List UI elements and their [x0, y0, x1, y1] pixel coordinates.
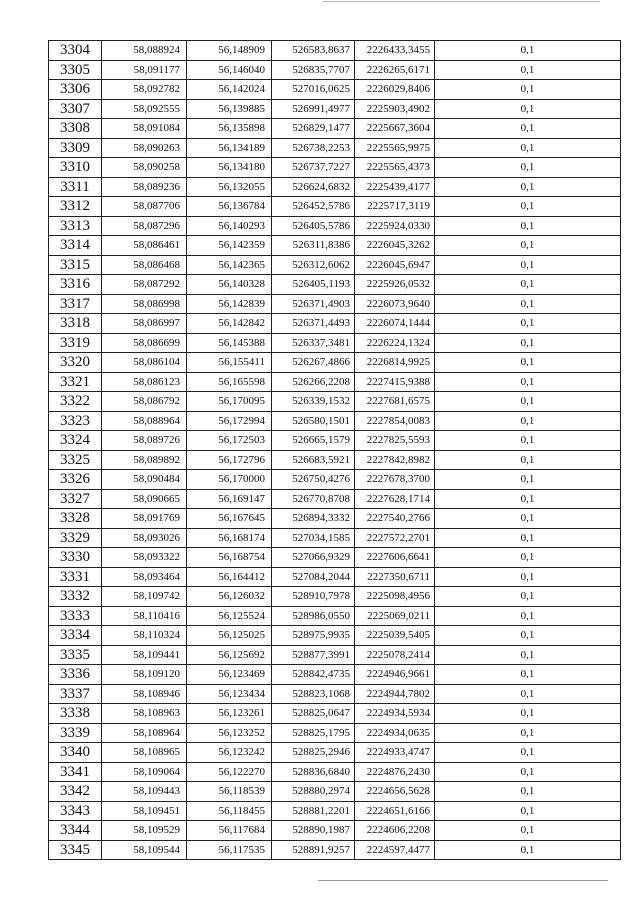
coord-y-cell: 2224651,6166	[355, 801, 435, 821]
latitude-cell: 58,109451	[102, 801, 187, 821]
coord-x-cell: 527084,2044	[272, 567, 355, 587]
coord-x-cell: 526266,2208	[272, 372, 355, 392]
point-number-cell: 3341	[49, 762, 102, 782]
accuracy-cell: 0,1	[435, 528, 621, 548]
coord-y-cell: 2226814,9925	[355, 353, 435, 373]
point-number-cell: 3310	[49, 158, 102, 178]
coord-y-cell: 2225565,9975	[355, 138, 435, 158]
table-row	[49, 236, 621, 256]
coord-x-cell: 526371,4493	[272, 314, 355, 334]
coord-y-cell: 2226045,6947	[355, 255, 435, 275]
accuracy-cell: 0,1	[435, 216, 621, 236]
point-number-cell: 3339	[49, 723, 102, 743]
coord-y-cell: 2225667,3604	[355, 119, 435, 139]
latitude-cell: 58,086123	[102, 372, 187, 392]
coord-y-cell: 2225078,2414	[355, 645, 435, 665]
longitude-cell: 56,123261	[187, 704, 272, 724]
coord-x-cell: 528910,7978	[272, 587, 355, 607]
coord-y-cell: 2227842,8982	[355, 450, 435, 470]
longitude-cell: 56,142842	[187, 314, 272, 334]
table-row	[49, 333, 621, 353]
accuracy-cell: 0,1	[435, 762, 621, 782]
accuracy-cell: 0,1	[435, 704, 621, 724]
latitude-cell: 58,088924	[102, 41, 187, 61]
longitude-cell: 56,168754	[187, 548, 272, 568]
point-number-cell: 3309	[49, 138, 102, 158]
coord-x-cell: 526683,5921	[272, 450, 355, 470]
accuracy-cell: 0,1	[435, 294, 621, 314]
coord-y-cell: 2227606,6641	[355, 548, 435, 568]
longitude-cell: 56,142359	[187, 236, 272, 256]
table-row	[49, 119, 621, 139]
table-row	[49, 411, 621, 431]
point-number-cell: 3333	[49, 606, 102, 626]
coord-x-cell: 526312,6062	[272, 255, 355, 275]
table-row	[49, 606, 621, 626]
coord-x-cell: 526405,1193	[272, 275, 355, 295]
coord-y-cell: 2226045,3262	[355, 236, 435, 256]
point-number-cell: 3337	[49, 684, 102, 704]
latitude-cell: 58,090484	[102, 470, 187, 490]
coord-y-cell: 2224934,5934	[355, 704, 435, 724]
accuracy-cell: 0,1	[435, 255, 621, 275]
table-row	[49, 762, 621, 782]
accuracy-cell: 0,1	[435, 80, 621, 100]
longitude-cell: 56,135898	[187, 119, 272, 139]
table-row	[49, 431, 621, 451]
longitude-cell: 56,169147	[187, 489, 272, 509]
longitude-cell: 56,148909	[187, 41, 272, 61]
table-row	[49, 489, 621, 509]
coord-y-cell: 2224946,9661	[355, 665, 435, 685]
longitude-cell: 56,142024	[187, 80, 272, 100]
accuracy-cell: 0,1	[435, 489, 621, 509]
table-row	[49, 567, 621, 587]
latitude-cell: 58,089236	[102, 177, 187, 197]
latitude-cell: 58,109529	[102, 821, 187, 841]
coord-x-cell: 528881,2201	[272, 801, 355, 821]
accuracy-cell: 0,1	[435, 782, 621, 802]
accuracy-cell: 0,1	[435, 411, 621, 431]
accuracy-cell: 0,1	[435, 509, 621, 529]
coord-y-cell: 2224606,2208	[355, 821, 435, 841]
latitude-cell: 58,091177	[102, 60, 187, 80]
accuracy-cell: 0,1	[435, 372, 621, 392]
coord-y-cell: 2225903,4902	[355, 99, 435, 119]
point-number-cell: 3342	[49, 782, 102, 802]
latitude-cell: 58,109443	[102, 782, 187, 802]
table-row	[49, 138, 621, 158]
coord-x-cell: 526339,1532	[272, 392, 355, 412]
coord-y-cell: 2226074,1444	[355, 314, 435, 334]
table-row	[49, 314, 621, 334]
coord-x-cell: 526624,6832	[272, 177, 355, 197]
latitude-cell: 58,108946	[102, 684, 187, 704]
latitude-cell: 58,086998	[102, 294, 187, 314]
latitude-cell: 58,086792	[102, 392, 187, 412]
table-row	[49, 275, 621, 295]
coord-y-cell: 2224597,4477	[355, 840, 435, 860]
coord-x-cell: 526371,4903	[272, 294, 355, 314]
accuracy-cell: 0,1	[435, 606, 621, 626]
latitude-cell: 58,086468	[102, 255, 187, 275]
point-number-cell: 3329	[49, 528, 102, 548]
longitude-cell: 56,136784	[187, 197, 272, 217]
point-number-cell: 3331	[49, 567, 102, 587]
point-number-cell: 3318	[49, 314, 102, 334]
coord-y-cell: 2227854,0083	[355, 411, 435, 431]
coord-x-cell: 528825,1795	[272, 723, 355, 743]
coord-y-cell: 2224934,0635	[355, 723, 435, 743]
coord-y-cell: 2224933,4747	[355, 743, 435, 763]
latitude-cell: 58,086997	[102, 314, 187, 334]
accuracy-cell: 0,1	[435, 743, 621, 763]
point-number-cell: 3325	[49, 450, 102, 470]
table-row	[49, 255, 621, 275]
accuracy-cell: 0,1	[435, 431, 621, 451]
latitude-cell: 58,093322	[102, 548, 187, 568]
page-top-edge-line	[322, 1, 600, 2]
accuracy-cell: 0,1	[435, 275, 621, 295]
point-number-cell: 3332	[49, 587, 102, 607]
point-number-cell: 3326	[49, 470, 102, 490]
longitude-cell: 56,123252	[187, 723, 272, 743]
coord-y-cell: 2226265,6171	[355, 60, 435, 80]
table-row	[49, 392, 621, 412]
accuracy-cell: 0,1	[435, 684, 621, 704]
accuracy-cell: 0,1	[435, 177, 621, 197]
coord-y-cell: 2224944,7802	[355, 684, 435, 704]
coord-y-cell: 2225098,4956	[355, 587, 435, 607]
coord-x-cell: 528890,1987	[272, 821, 355, 841]
point-number-cell: 3323	[49, 411, 102, 431]
latitude-cell: 58,110416	[102, 606, 187, 626]
accuracy-cell: 0,1	[435, 548, 621, 568]
accuracy-cell: 0,1	[435, 99, 621, 119]
latitude-cell: 58,093464	[102, 567, 187, 587]
coord-x-cell: 527016,0625	[272, 80, 355, 100]
longitude-cell: 56,123434	[187, 684, 272, 704]
point-number-cell: 3311	[49, 177, 102, 197]
latitude-cell: 58,090665	[102, 489, 187, 509]
coord-x-cell: 526894,3332	[272, 509, 355, 529]
longitude-cell: 56,146040	[187, 60, 272, 80]
coord-y-cell: 2225717,3119	[355, 197, 435, 217]
coord-x-cell: 528986,0550	[272, 606, 355, 626]
accuracy-cell: 0,1	[435, 197, 621, 217]
longitude-cell: 56,140293	[187, 216, 272, 236]
longitude-cell: 56,155411	[187, 353, 272, 373]
longitude-cell: 56,118539	[187, 782, 272, 802]
table-row	[49, 645, 621, 665]
table-row	[49, 177, 621, 197]
longitude-cell: 56,142365	[187, 255, 272, 275]
longitude-cell: 56,165598	[187, 372, 272, 392]
accuracy-cell: 0,1	[435, 314, 621, 334]
latitude-cell: 58,087292	[102, 275, 187, 295]
latitude-cell: 58,086461	[102, 236, 187, 256]
table-row	[49, 158, 621, 178]
point-number-cell: 3324	[49, 431, 102, 451]
longitude-cell: 56,172796	[187, 450, 272, 470]
coord-y-cell: 2227415,9388	[355, 372, 435, 392]
table-row	[49, 80, 621, 100]
accuracy-cell: 0,1	[435, 119, 621, 139]
coord-y-cell: 2225926,0532	[355, 275, 435, 295]
latitude-cell: 58,092555	[102, 99, 187, 119]
longitude-cell: 56,125524	[187, 606, 272, 626]
coord-y-cell: 2226073,9640	[355, 294, 435, 314]
table-row	[49, 548, 621, 568]
longitude-cell: 56,170000	[187, 470, 272, 490]
coord-x-cell: 526311,8386	[272, 236, 355, 256]
accuracy-cell: 0,1	[435, 665, 621, 685]
longitude-cell: 56,168174	[187, 528, 272, 548]
coord-y-cell: 2226029,8406	[355, 80, 435, 100]
coord-x-cell: 526991,4977	[272, 99, 355, 119]
longitude-cell: 56,123242	[187, 743, 272, 763]
coord-x-cell: 526267,4866	[272, 353, 355, 373]
point-number-cell: 3336	[49, 665, 102, 685]
longitude-cell: 56,172994	[187, 411, 272, 431]
coord-y-cell: 2227681,6575	[355, 392, 435, 412]
longitude-cell: 56,132055	[187, 177, 272, 197]
latitude-cell: 58,086104	[102, 353, 187, 373]
point-number-cell: 3345	[49, 840, 102, 860]
table-row	[49, 60, 621, 80]
coord-x-cell: 528880,2974	[272, 782, 355, 802]
longitude-cell: 56,145388	[187, 333, 272, 353]
longitude-cell: 56,126032	[187, 587, 272, 607]
longitude-cell: 56,118455	[187, 801, 272, 821]
coord-y-cell: 2227628,1714	[355, 489, 435, 509]
longitude-cell: 56,125692	[187, 645, 272, 665]
point-number-cell: 3308	[49, 119, 102, 139]
accuracy-cell: 0,1	[435, 353, 621, 373]
latitude-cell: 58,093026	[102, 528, 187, 548]
coord-x-cell: 526337,3481	[272, 333, 355, 353]
latitude-cell: 58,108964	[102, 723, 187, 743]
latitude-cell: 58,109441	[102, 645, 187, 665]
point-number-cell: 3334	[49, 626, 102, 646]
table-row	[49, 743, 621, 763]
coord-x-cell: 528891,9257	[272, 840, 355, 860]
accuracy-cell: 0,1	[435, 626, 621, 646]
point-number-cell: 3319	[49, 333, 102, 353]
longitude-cell: 56,134189	[187, 138, 272, 158]
table-row	[49, 450, 621, 470]
table-row	[49, 723, 621, 743]
point-number-cell: 3313	[49, 216, 102, 236]
table-row	[49, 294, 621, 314]
accuracy-cell: 0,1	[435, 587, 621, 607]
point-number-cell: 3344	[49, 821, 102, 841]
coord-x-cell: 526737,7227	[272, 158, 355, 178]
accuracy-cell: 0,1	[435, 567, 621, 587]
table-row	[49, 372, 621, 392]
accuracy-cell: 0,1	[435, 645, 621, 665]
coord-y-cell: 2227572,2701	[355, 528, 435, 548]
longitude-cell: 56,164412	[187, 567, 272, 587]
coord-x-cell: 526405,5786	[272, 216, 355, 236]
point-number-cell: 3317	[49, 294, 102, 314]
coord-x-cell: 527066,9329	[272, 548, 355, 568]
point-number-cell: 3338	[49, 704, 102, 724]
coord-y-cell: 2224876,2430	[355, 762, 435, 782]
table-row	[49, 821, 621, 841]
table-row	[49, 704, 621, 724]
coord-x-cell: 526583,8637	[272, 41, 355, 61]
accuracy-cell: 0,1	[435, 138, 621, 158]
coord-y-cell: 2224656,5628	[355, 782, 435, 802]
point-number-cell: 3330	[49, 548, 102, 568]
point-number-cell: 3315	[49, 255, 102, 275]
table-row	[49, 684, 621, 704]
table-row	[49, 216, 621, 236]
coord-y-cell: 2225069,0211	[355, 606, 435, 626]
point-number-cell: 3306	[49, 80, 102, 100]
latitude-cell: 58,087706	[102, 197, 187, 217]
coord-x-cell: 526452,5786	[272, 197, 355, 217]
point-number-cell: 3340	[49, 743, 102, 763]
coord-x-cell: 528842,4735	[272, 665, 355, 685]
point-number-cell: 3321	[49, 372, 102, 392]
longitude-cell: 56,123469	[187, 665, 272, 685]
accuracy-cell: 0,1	[435, 158, 621, 178]
accuracy-cell: 0,1	[435, 60, 621, 80]
latitude-cell: 58,091084	[102, 119, 187, 139]
accuracy-cell: 0,1	[435, 470, 621, 490]
longitude-cell: 56,172503	[187, 431, 272, 451]
coord-y-cell: 2225439,4177	[355, 177, 435, 197]
accuracy-cell: 0,1	[435, 821, 621, 841]
point-number-cell: 3320	[49, 353, 102, 373]
longitude-cell: 56,140328	[187, 275, 272, 295]
latitude-cell: 58,086699	[102, 333, 187, 353]
latitude-cell: 58,109544	[102, 840, 187, 860]
coord-y-cell: 2227350,6711	[355, 567, 435, 587]
coord-y-cell: 2225924,0330	[355, 216, 435, 236]
point-number-cell: 3327	[49, 489, 102, 509]
table-row	[49, 587, 621, 607]
table-row	[49, 626, 621, 646]
accuracy-cell: 0,1	[435, 450, 621, 470]
accuracy-cell: 0,1	[435, 41, 621, 61]
coord-x-cell: 526770,8708	[272, 489, 355, 509]
point-number-cell: 3322	[49, 392, 102, 412]
accuracy-cell: 0,1	[435, 236, 621, 256]
latitude-cell: 58,087296	[102, 216, 187, 236]
coord-x-cell: 528877,3991	[272, 645, 355, 665]
point-number-cell: 3307	[49, 99, 102, 119]
coord-y-cell: 2225039,5405	[355, 626, 435, 646]
coord-x-cell: 528836,6840	[272, 762, 355, 782]
point-number-cell: 3328	[49, 509, 102, 529]
table-row	[49, 353, 621, 373]
accuracy-cell: 0,1	[435, 801, 621, 821]
longitude-cell: 56,170095	[187, 392, 272, 412]
coord-y-cell: 2226433,3455	[355, 41, 435, 61]
longitude-cell: 56,142839	[187, 294, 272, 314]
coord-y-cell: 2226224,1324	[355, 333, 435, 353]
coord-y-cell: 2225565,4373	[355, 158, 435, 178]
point-number-cell: 3304	[49, 41, 102, 61]
table-row	[49, 665, 621, 685]
latitude-cell: 58,109120	[102, 665, 187, 685]
longitude-cell: 56,167645	[187, 509, 272, 529]
longitude-cell: 56,122270	[187, 762, 272, 782]
latitude-cell: 58,108963	[102, 704, 187, 724]
longitude-cell: 56,125025	[187, 626, 272, 646]
table-row	[49, 99, 621, 119]
latitude-cell: 58,090263	[102, 138, 187, 158]
coordinates-table-body	[49, 41, 621, 860]
point-number-cell: 3314	[49, 236, 102, 256]
latitude-cell: 58,089892	[102, 450, 187, 470]
accuracy-cell: 0,1	[435, 723, 621, 743]
coord-x-cell: 528975,9935	[272, 626, 355, 646]
point-number-cell: 3343	[49, 801, 102, 821]
latitude-cell: 58,108965	[102, 743, 187, 763]
longitude-cell: 56,117684	[187, 821, 272, 841]
latitude-cell: 58,109742	[102, 587, 187, 607]
coord-y-cell: 2227678,3700	[355, 470, 435, 490]
table-row	[49, 197, 621, 217]
point-number-cell: 3312	[49, 197, 102, 217]
coord-x-cell: 528823,1068	[272, 684, 355, 704]
latitude-cell: 58,091769	[102, 509, 187, 529]
accuracy-cell: 0,1	[435, 840, 621, 860]
table-row	[49, 801, 621, 821]
point-number-cell: 3316	[49, 275, 102, 295]
latitude-cell: 58,089726	[102, 431, 187, 451]
table-row	[49, 528, 621, 548]
accuracy-cell: 0,1	[435, 392, 621, 412]
table-row	[49, 509, 621, 529]
latitude-cell: 58,110324	[102, 626, 187, 646]
coordinates-table	[48, 40, 621, 860]
coord-x-cell: 526750,4276	[272, 470, 355, 490]
longitude-cell: 56,134180	[187, 158, 272, 178]
page-bottom-line	[318, 880, 608, 881]
longitude-cell: 56,139885	[187, 99, 272, 119]
latitude-cell: 58,109064	[102, 762, 187, 782]
point-number-cell: 3305	[49, 60, 102, 80]
latitude-cell: 58,088964	[102, 411, 187, 431]
coord-x-cell: 526665,1579	[272, 431, 355, 451]
coord-x-cell: 526835,7707	[272, 60, 355, 80]
coord-y-cell: 2227825,5593	[355, 431, 435, 451]
coord-x-cell: 528825,0647	[272, 704, 355, 724]
latitude-cell: 58,092782	[102, 80, 187, 100]
longitude-cell: 56,117535	[187, 840, 272, 860]
table-row	[49, 840, 621, 860]
latitude-cell: 58,090258	[102, 158, 187, 178]
table-row	[49, 470, 621, 490]
coord-x-cell: 527034,1585	[272, 528, 355, 548]
coord-x-cell: 528825,2946	[272, 743, 355, 763]
coord-x-cell: 526580,1501	[272, 411, 355, 431]
point-number-cell: 3335	[49, 645, 102, 665]
table-row	[49, 782, 621, 802]
accuracy-cell: 0,1	[435, 333, 621, 353]
table-row	[49, 41, 621, 61]
coord-y-cell: 2227540,2766	[355, 509, 435, 529]
coord-x-cell: 526738,2253	[272, 138, 355, 158]
coord-x-cell: 526829,1477	[272, 119, 355, 139]
